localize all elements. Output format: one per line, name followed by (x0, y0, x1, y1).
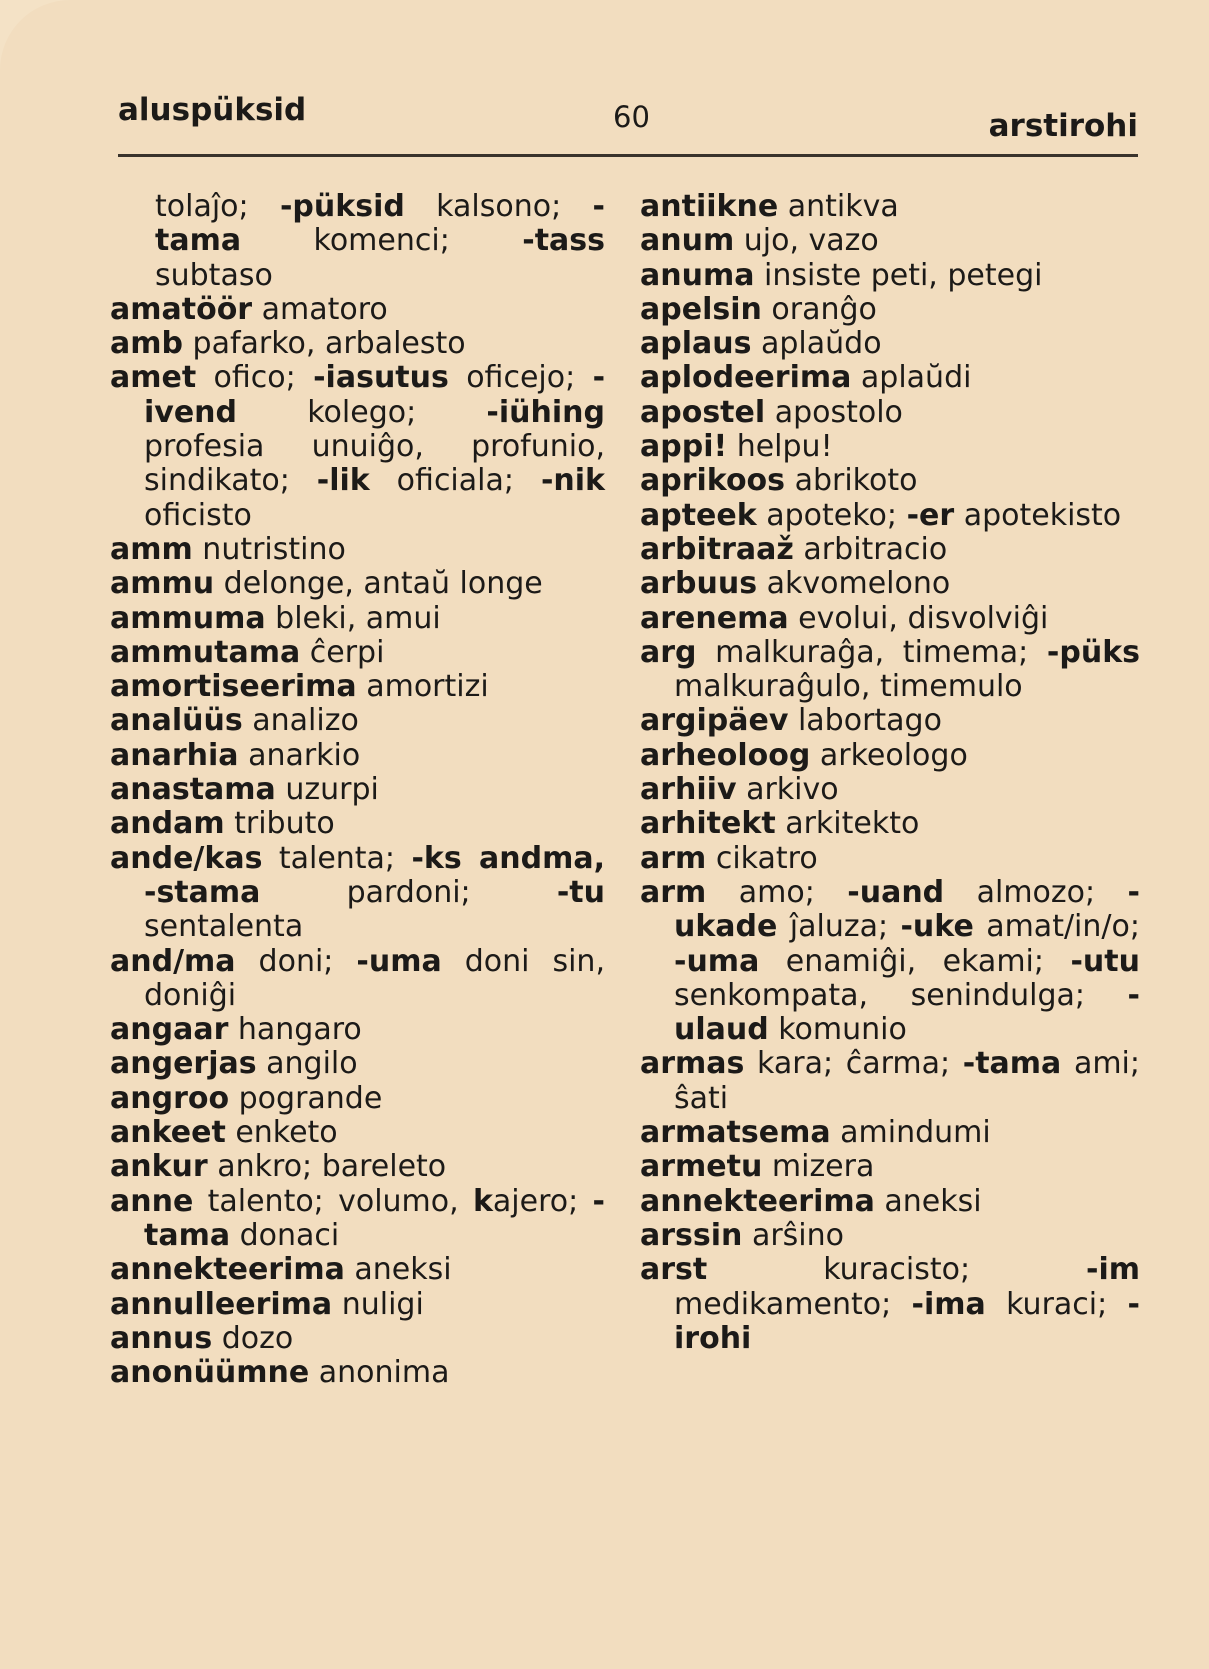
dictionary-entry: amortiseerima amortizi (110, 669, 489, 705)
dictionary-entry: armatsema amindumi (640, 1115, 991, 1151)
dictionary-entry: anonüümne anonima (110, 1355, 450, 1391)
dictionary-entry: arbuus akvomelono (640, 566, 951, 602)
dictionary-entry: armetu mizera (640, 1149, 875, 1185)
dictionary-entry: amm nutristino (110, 531, 346, 567)
dictionary-entry: annus dozo (110, 1320, 294, 1356)
dictionary-entry: arg malkuraĝa, timema; -püks malkuraĝulo, timemulo (640, 634, 1140, 705)
dictionary-entry: arbitraaž arbitracio (640, 531, 948, 567)
dictionary-entry: anum ujo, vazo (640, 223, 879, 259)
dictionary-entry: ammu delonge, antaŭ longe (110, 566, 543, 602)
dictionary-entry: aplaus aplaŭdo (640, 326, 882, 362)
dictionary-entry: arhitekt arkitekto (640, 806, 920, 842)
dictionary-entry: ammutama ĉerpi (110, 634, 385, 670)
dictionary-entry: arhiiv arkivo (640, 772, 839, 808)
dictionary-entry: arm amo; -uand almozo; -ukade ĵaluza; -uke amat/in/o; -uma enamiĝi, ekami; -utu senkompata, senindulga; -ulaud komunio (640, 874, 1140, 1048)
dictionary-entry: tolaĵo; -püksid kalsono; -tama komenci; -tass subtaso (155, 189, 605, 293)
dictionary-entry: angerjas angilo (110, 1046, 358, 1082)
dictionary-entry: appi! helpu! (640, 429, 833, 465)
dictionary-entry: annekteerima aneksi (640, 1183, 982, 1219)
dictionary-entry: apteek apoteko; -er apotekisto (640, 497, 1122, 533)
dictionary-entry: arst kuracisto; -im medikamento; -ima kuraci; -irohi (640, 1252, 1140, 1356)
page-header (118, 92, 1138, 162)
left-column (110, 190, 605, 1390)
dictionary-entry: anastama uzurpi (110, 772, 379, 808)
dictionary-entry: ande/kas talenta; -ks andma, -stama pardoni; -tu sentalenta (110, 840, 605, 945)
dictionary-entry: ankeet enketo (110, 1115, 338, 1151)
dictionary-entry: angaar hangaro (110, 1012, 362, 1048)
dictionary-entry: anarhia anarkio (110, 737, 361, 773)
dictionary-entry: anne talento; volumo, kajero; -tama donaci (110, 1183, 605, 1253)
dictionary-entry: arssin arŝino (640, 1217, 844, 1253)
dictionary-entry: ammuma bleki, amui (110, 600, 441, 636)
dictionary-entry: arenema evolui, disvolviĝi (640, 600, 1049, 636)
dictionary-entry: amb pafarko, arbalesto (110, 326, 466, 362)
header-last-word: arstirohi (988, 108, 1138, 144)
dictionary-entry: and/ma doni; -uma doni sin, doniĝi (110, 943, 605, 1013)
dictionary-entry: annekteerima aneksi (110, 1252, 452, 1288)
header-rule (118, 154, 1138, 157)
right-column (640, 190, 1140, 1356)
dictionary-entry: arm cikatro (640, 840, 818, 876)
dictionary-entry: antiikne antikva (640, 189, 899, 224)
dictionary-entry: anuma insiste peti, petegi (640, 257, 1043, 293)
dictionary-entry: apostel apostolo (640, 394, 903, 430)
dictionary-entry: apelsin oranĝo (640, 291, 877, 327)
dictionary-entry: annulleerima nuligi (110, 1286, 424, 1322)
dictionary-entry: amet ofico; -iasutus oficejo; -ivend kolego; -iühing profesia unuiĝo, profunio, sindikato; -lik oficiala; -nik oficisto (110, 360, 606, 533)
dictionary-entry: aprikoos abrikoto (640, 463, 918, 499)
dictionary-entry: argipäev labortago (640, 703, 942, 739)
dictionary-entry: ankur ankro; bareleto (110, 1149, 447, 1185)
header-first-word: aluspüksid (118, 92, 307, 128)
dictionary-entry: analüüs analizo (110, 703, 359, 739)
dictionary-entry: arheoloog arkeologo (640, 737, 968, 773)
dictionary-entry: aplodeerima aplaŭdi (640, 360, 972, 396)
page-number: 60 (613, 100, 650, 134)
dictionary-entry: andam tributo (110, 806, 335, 842)
dictionary-entry: amatöör amatoro (110, 291, 388, 327)
dictionary-entry: armas kara; ĉarma; -tama ami; ŝati (640, 1046, 1140, 1116)
dictionary-entry: angroo pogrande (110, 1080, 383, 1116)
